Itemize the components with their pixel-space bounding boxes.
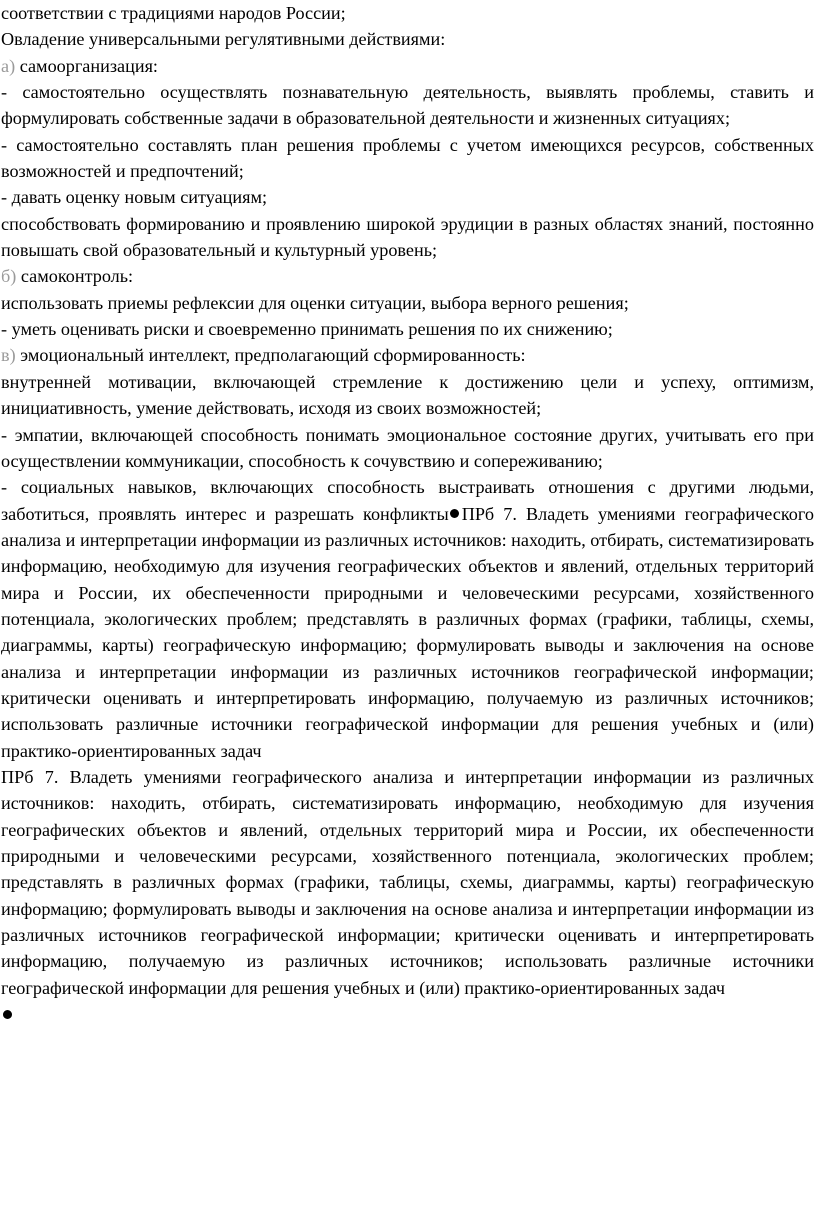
section-b-item: использовать приемы рефлексии для оценки ситуации, выбора верного решения; <box>1 292 629 313</box>
section-c-marker: в) <box>1 345 16 366</box>
section-a-title: самоорганизация: <box>19 55 158 76</box>
section-b-heading <box>1 263 814 289</box>
section-a-item: - самостоятельно составлять план решения проблемы с учетом имеющихся ресурсов, собственных возможностей и предпочтений; <box>1 134 814 182</box>
section-c-item: внутренней мотивации, включающей стремление к достижению цели и успеху, оптимизм, инициативность, умение действовать, исходя из своих возможностей; <box>1 371 814 419</box>
section-b-item: - уметь оценивать риски и своевременно принимать решения по их снижению; <box>1 319 613 340</box>
section-a-item: - самостоятельно осуществлять познавательную деятельность, выявлять проблемы, ставить и формулировать собственные задачи в образовательной деятельности и жизненных ситуациях; <box>1 82 814 129</box>
inline-prb7-text: ПРб 7. Владеть умениями географического анализа и интерпретации информации из различных источников: находить, отбирать, систематизировать информацию, необходимую для изучения географических объектов и явлений, отдельных территорий мира и России, их обеспеченности природными и человеческими ресурсами, хозяйственного потенциала, экологических проблем; представлять в различных формах (графики, таблицы, схемы, диаграммы, карты) географическую информацию; формулировать выводы и заключения на основе анализа и интерпретации информации из различных источников географической информации; критически оценивать и интерпретировать информацию, получаемую из различных источников; использовать различные источники географической информации для решения учебных и (или) практико-ориентированных задач <box>1 503 814 761</box>
section-a-item: способствовать формированию и проявлению широкой эрудиции в разных областях знаний, постоянно повышать свой образовательный и культурный уровень; <box>1 213 814 261</box>
social-skills-paragraph <box>1 474 814 764</box>
section-a-item: - давать оценку новым ситуациям; <box>1 187 268 208</box>
regulative-heading: Овладение универсальными регулятивными действиями: <box>1 29 446 50</box>
section-c-title: эмоциональный интеллект, предполагающий сформированность: <box>20 345 526 366</box>
section-a-heading <box>1 53 814 79</box>
continuation-line: соответствии с традициями народов России; <box>1 3 346 23</box>
prb7-paragraph: ПРб 7. Владеть умениями географического анализа и интерпретации информации из различных источников: находить, отбирать, систематизировать информацию, необходимую для изучения географических объектов и явлений, отдельных территорий мира и России, их обеспеченности природными и человеческими ресурсами, хозяйственного потенциала, экологических проблем; представлять в различных формах (графики, таблицы, схемы, диаграммы, карты) географическую информацию; формулировать выводы и заключения на основе анализа и интерпретации информации из различных источников географической информации; критически оценивать и интерпретировать информацию, получаемую из различных источников; использовать различные источники географической информации для решения учебных и (или) практико-ориентированных задач <box>1 766 814 998</box>
section-c-item: - эмпатии, включающей способность понимать эмоциональное состояние других, учитывать его при осуществлении коммуникации, способность к сочувствию и сопереживанию; <box>1 424 814 471</box>
section-b-marker: б) <box>1 266 17 287</box>
section-b-title: самоконтроль: <box>20 266 134 287</box>
bullet-icon <box>3 1010 12 1019</box>
section-a-marker: а) <box>1 55 16 76</box>
section-c-heading <box>1 342 814 368</box>
social-skills-text: - социальных навыков, включающих способность выстраивать отношения с другими людьми, заботиться, проявлять интерес и разрешать конфликты <box>1 477 814 524</box>
bullet-icon <box>450 509 459 518</box>
